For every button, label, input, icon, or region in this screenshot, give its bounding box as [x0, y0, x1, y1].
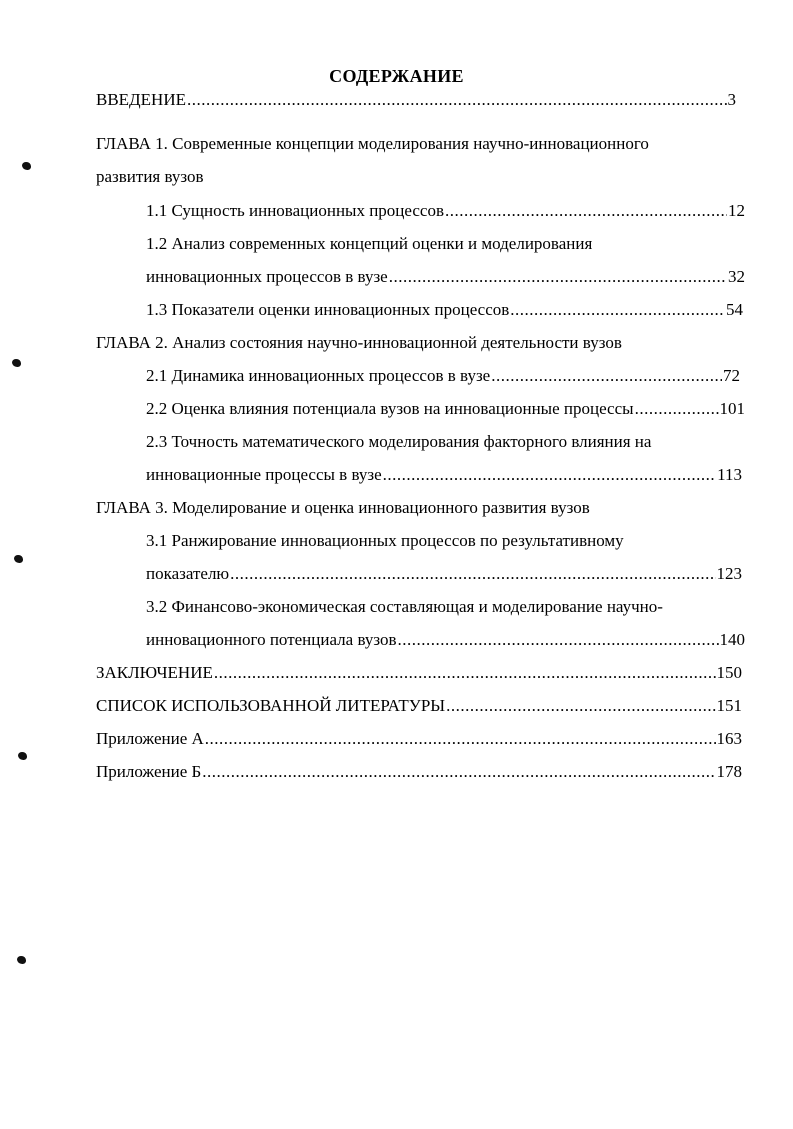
- dot-leader: [446, 696, 715, 716]
- toc-page-number: 140: [719, 630, 745, 649]
- toc-chapter-1-line2: развития вузов: [96, 167, 204, 186]
- toc-entry-label: Приложение А: [96, 729, 204, 748]
- binding-mark: [18, 752, 27, 760]
- toc-chapter-1-line1: ГЛАВА 1. Современные концепции моделирования научно-инновационного: [96, 134, 649, 153]
- dot-leader: [202, 762, 715, 782]
- binding-mark: [17, 956, 26, 964]
- toc-entry-3-1: [146, 564, 742, 584]
- toc-entry-label: 2.1 Динамика инновационных процессов в вузе: [146, 366, 491, 385]
- toc-entry-1-2-line1: 1.2 Анализ современных концепций оценки и моделирования: [146, 234, 593, 253]
- binding-mark: [22, 162, 31, 170]
- toc-entry-2-3: [146, 465, 742, 485]
- dot-leader: [187, 90, 727, 110]
- toc-entry-conclusion: [96, 663, 742, 683]
- toc-chapter-3: ГЛАВА 3. Моделирование и оценка инновационного развития вузов: [96, 498, 590, 517]
- toc-entry-label: Приложение Б: [96, 762, 202, 781]
- toc-entry-1-3: [146, 300, 743, 320]
- toc-entry-1-1: [146, 201, 745, 221]
- toc-entry-2-3-line1: 2.3 Точность математического моделирования факторного влияния на: [146, 432, 652, 451]
- dot-leader: [635, 399, 719, 419]
- toc-page-number: 72: [723, 366, 740, 385]
- toc-entry-label: 2.2 Оценка влияния потенциала вузов на инновационные процессы: [146, 399, 634, 418]
- toc-entry-label: СПИСОК ИСПОЛЬЗОВАННОЙ ЛИТЕРАТУРЫ: [96, 696, 446, 715]
- toc-entry-2-2: [146, 399, 745, 419]
- page-title: СОДЕРЖАНИЕ: [329, 66, 464, 86]
- toc-entry-3-1-line1: 3.1 Ранжирование инновационных процессов по результативному: [146, 531, 624, 550]
- toc-entry-label: инновационные процессы в вузе: [146, 465, 382, 484]
- toc-entry-3-2: [146, 630, 745, 650]
- dot-leader: [214, 663, 716, 683]
- toc-entry-introduction: [96, 90, 736, 110]
- toc-entry-label: 1.3 Показатели оценки инновационных процессов: [146, 300, 510, 319]
- dot-leader: [491, 366, 722, 386]
- toc-entry-3-2-line1: 3.2 Финансово-экономическая составляющая и моделирование научно-: [146, 597, 663, 616]
- toc-page-number: 123: [716, 564, 742, 583]
- toc-entry-1-2: [146, 267, 745, 287]
- toc-entry-appendix-b: [96, 762, 742, 782]
- toc-chapter-2: ГЛАВА 2. Анализ состояния научно-инновационной деятельности вузов: [96, 333, 622, 352]
- toc-page-number: 32: [728, 267, 745, 286]
- toc-entry-label: ЗАКЛЮЧЕНИЕ: [96, 663, 213, 682]
- dot-leader: [383, 465, 716, 485]
- binding-mark: [14, 555, 23, 563]
- dot-leader: [398, 630, 719, 650]
- toc-entry-label: показателю: [146, 564, 230, 583]
- toc-page-number: 163: [716, 729, 742, 748]
- toc-page-number: 54: [726, 300, 743, 319]
- toc-entry-2-1: [146, 366, 740, 386]
- dot-leader: [205, 729, 716, 749]
- dot-leader: [230, 564, 715, 584]
- toc-entry-label: ВВЕДЕНИЕ: [96, 90, 186, 109]
- toc-page-number: 178: [716, 762, 742, 781]
- dot-leader: [445, 201, 727, 221]
- binding-mark: [12, 359, 21, 367]
- toc-page-number: 101: [719, 399, 745, 418]
- toc-page-number: 113: [717, 465, 742, 484]
- toc-entry-label: инновационных процессов в вузе: [146, 267, 388, 286]
- toc-entry-label: 1.1 Сущность инновационных процессов: [146, 201, 444, 220]
- toc-page-number: 3: [727, 90, 736, 109]
- toc-entry-references: [96, 696, 742, 716]
- dot-leader: [389, 267, 727, 287]
- dot-leader: [510, 300, 725, 320]
- toc-page-number: 12: [728, 201, 745, 220]
- toc-page-number: 150: [716, 663, 742, 682]
- toc-entry-appendix-a: [96, 729, 742, 749]
- toc-page-number: 151: [716, 696, 742, 715]
- toc-entry-label: инновационного потенциала вузов: [146, 630, 397, 649]
